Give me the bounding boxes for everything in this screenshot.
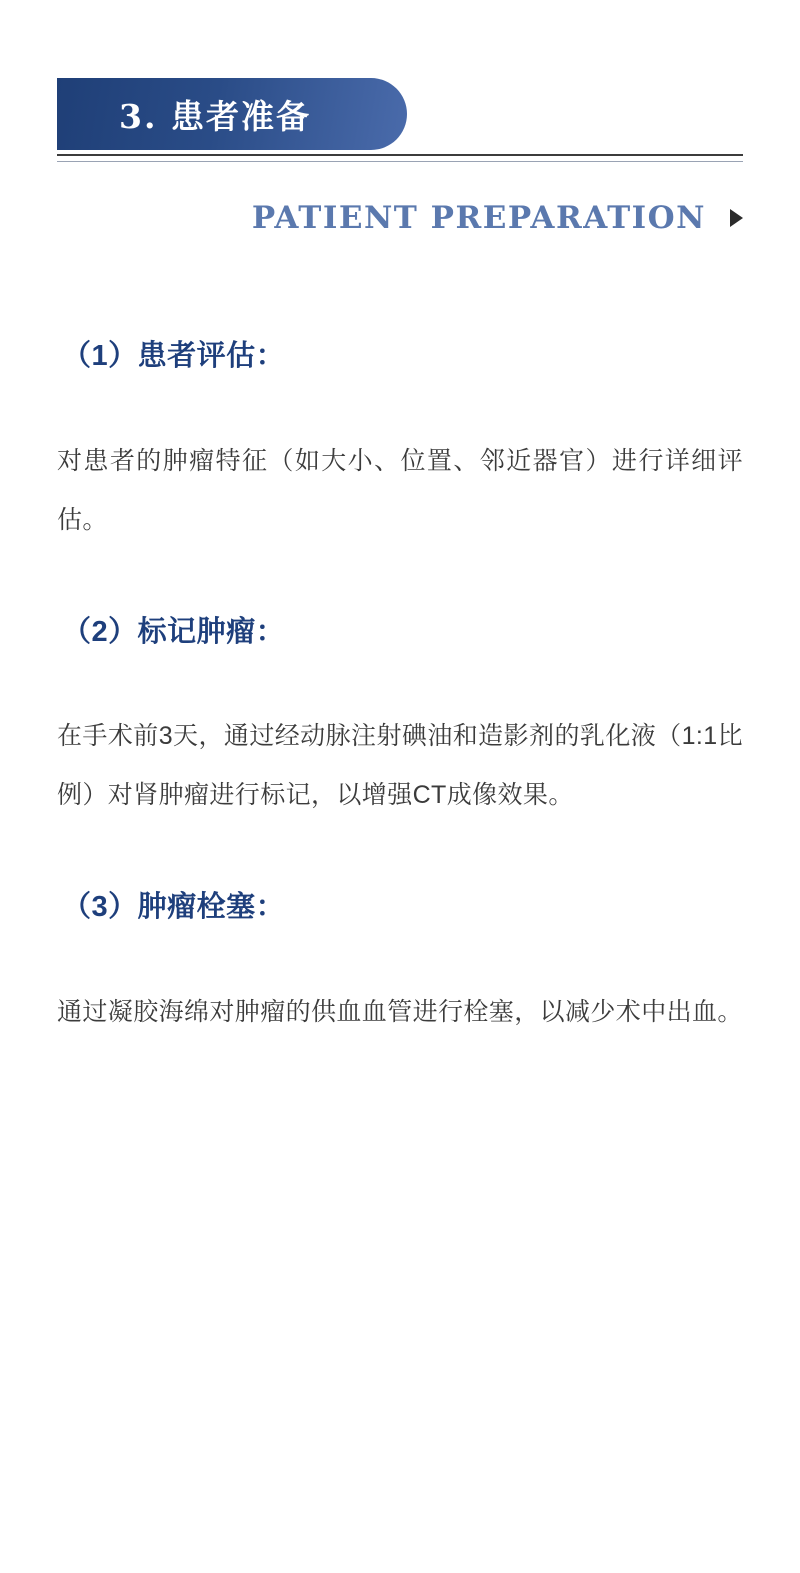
section-title: （1）患者评估： bbox=[62, 340, 286, 372]
header-divider-primary bbox=[57, 154, 743, 156]
header-banner bbox=[57, 78, 407, 150]
section-patient-assessment bbox=[57, 338, 743, 550]
triangle-right-icon bbox=[730, 209, 743, 227]
section-paragraph: 在手术前3天，通过经动脉注射碘油和造影剂的乳化液（1:1比例）对肾肿瘤进行标记，以增强CT成像效果。 bbox=[57, 722, 743, 810]
document-page bbox=[0, 78, 800, 1573]
section-title: （3）肿瘤栓塞： bbox=[62, 891, 286, 924]
section-tumor-embolization bbox=[57, 889, 743, 1042]
page-title: 3. 患者准备 bbox=[119, 96, 311, 136]
page-subtitle-english: PATIENT PREPARATION bbox=[251, 200, 706, 236]
header-divider-secondary bbox=[57, 161, 743, 162]
section-paragraph: 对患者的肿瘤特征（如大小、位置、邻近器官）进行详细评估。 bbox=[57, 446, 743, 534]
section-paragraph: 通过凝胶海绵对肿瘤的供血血管进行栓塞，以减少术中出血。 bbox=[57, 998, 743, 1027]
header bbox=[0, 78, 800, 164]
subtitle-row bbox=[0, 194, 800, 242]
section-tumor-marking bbox=[57, 614, 743, 826]
content-body bbox=[0, 338, 800, 1042]
section-title: （2）标记肿瘤： bbox=[62, 615, 286, 648]
